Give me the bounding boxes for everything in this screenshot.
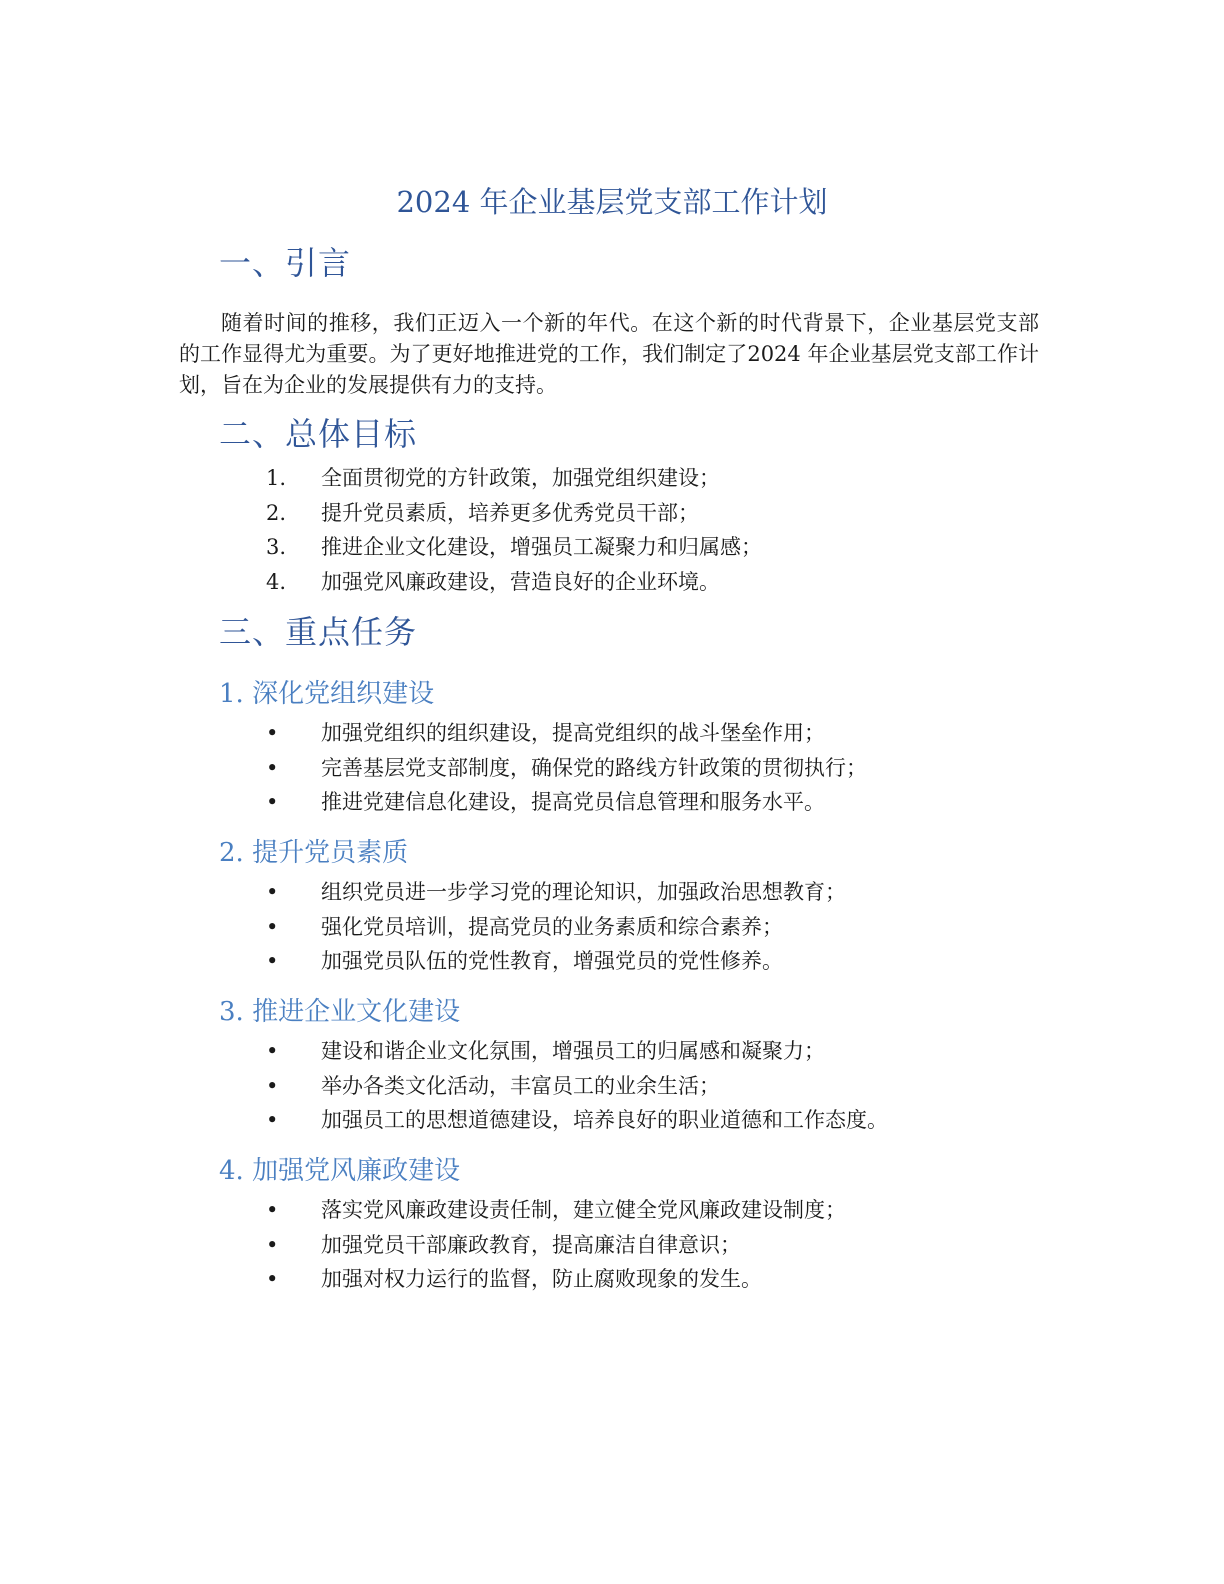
subsection-heading-member-quality: 2. 提升党员素质 [219, 838, 409, 868]
integrity-list [0, 1193, 1224, 1297]
section-heading-goals: 二、总体目标 [219, 415, 418, 453]
section-heading-intro: 一、引言 [219, 244, 352, 282]
list-item [0, 1103, 1224, 1138]
list-item-text: 加强员工的思想道德建设，培养良好的职业道德和工作态度。 [321, 1108, 888, 1132]
intro-paragraph: 随着时间的推移，我们正迈入一个新的年代。在这个新的时代背景下，企业基层党支部的工作显得尤为重要。为了更好地推进党的工作，我们制定了2024 年企业基层党支部工作计划，旨在为企业的发展提供有力的支持。 [179, 311, 1039, 397]
party-organization-list [0, 716, 1224, 820]
bullet: • [266, 1267, 279, 1291]
list-item-text: 推进企业文化建设，增强员工凝聚力和归属感； [321, 535, 762, 559]
bullet: • [266, 1039, 279, 1063]
list-item [0, 944, 1224, 979]
list-item-text: 举办各类文化活动，丰富员工的业余生活； [321, 1073, 720, 1098]
list-item-text: 建设和谐企业文化氛围，增强员工的归属感和凝聚力； [321, 1039, 825, 1063]
list-item-text: 落实党风廉政建设责任制，建立健全党风廉政建设制度； [321, 1198, 846, 1222]
list-item-text: 推进党建信息化建设，提高党员信息管理和服务水平。 [321, 790, 825, 814]
list-number: 3. [266, 535, 287, 559]
list-item [0, 751, 1224, 786]
bullet: • [266, 790, 279, 814]
list-item-text: 完善基层党支部制度，确保党的路线方针政策的贯彻执行； [321, 755, 867, 780]
corporate-culture-list [0, 1034, 1224, 1138]
subsection-heading-corporate-culture: 3. 推进企业文化建设 [219, 997, 461, 1027]
bullet: • [266, 755, 279, 780]
list-number: 1. [266, 466, 287, 490]
bullet: • [266, 949, 279, 973]
section-heading-key-tasks: 三、重点任务 [219, 613, 418, 651]
bullet: • [266, 880, 279, 904]
list-item [0, 1193, 1224, 1228]
list-item [0, 565, 1224, 600]
list-item [0, 1228, 1224, 1263]
list-item-text: 强化党员培训，提高党员的业务素质和综合素养； [321, 914, 783, 939]
list-item-text: 提升党员素质，培养更多优秀党员干部； [321, 500, 699, 525]
list-item [0, 1034, 1224, 1069]
document-title: 2024 年企业基层党支部工作计划 [396, 185, 828, 219]
bullet: • [266, 1198, 279, 1222]
list-item-text: 加强党员干部廉政教育，提高廉洁自律意识； [321, 1232, 741, 1257]
list-item-text: 全面贯彻党的方针政策，加强党组织建设； [321, 466, 720, 490]
list-item-text: 加强党员队伍的党性教育，增强党员的党性修养。 [321, 949, 783, 973]
member-quality-list [0, 875, 1224, 979]
list-item [0, 496, 1224, 531]
bullet: • [266, 721, 279, 745]
goals-list [0, 461, 1224, 599]
bullet: • [266, 1232, 279, 1257]
bullet: • [266, 1108, 279, 1132]
list-item [0, 1069, 1224, 1104]
list-item [0, 530, 1224, 565]
subsection-heading-integrity: 4. 加强党风廉政建设 [219, 1156, 461, 1186]
list-item [0, 461, 1224, 496]
bullet: • [266, 914, 279, 939]
list-item-text: 组织党员进一步学习党的理论知识，加强政治思想教育； [321, 880, 846, 904]
bullet: • [266, 1073, 279, 1098]
list-item [0, 716, 1224, 751]
list-item-text: 加强党组织的组织建设，提高党组织的战斗堡垒作用； [321, 721, 825, 745]
list-item-text: 加强党风廉政建设，营造良好的企业环境。 [321, 569, 720, 594]
list-number: 2. [266, 500, 287, 525]
list-item-text: 加强对权力运行的监督，防止腐败现象的发生。 [321, 1267, 762, 1291]
list-item [0, 1262, 1224, 1297]
subsection-heading-party-organization: 1. 深化党组织建设 [219, 679, 435, 709]
list-item [0, 910, 1224, 945]
list-item [0, 875, 1224, 910]
list-number: 4. [266, 569, 287, 594]
list-item [0, 785, 1224, 820]
